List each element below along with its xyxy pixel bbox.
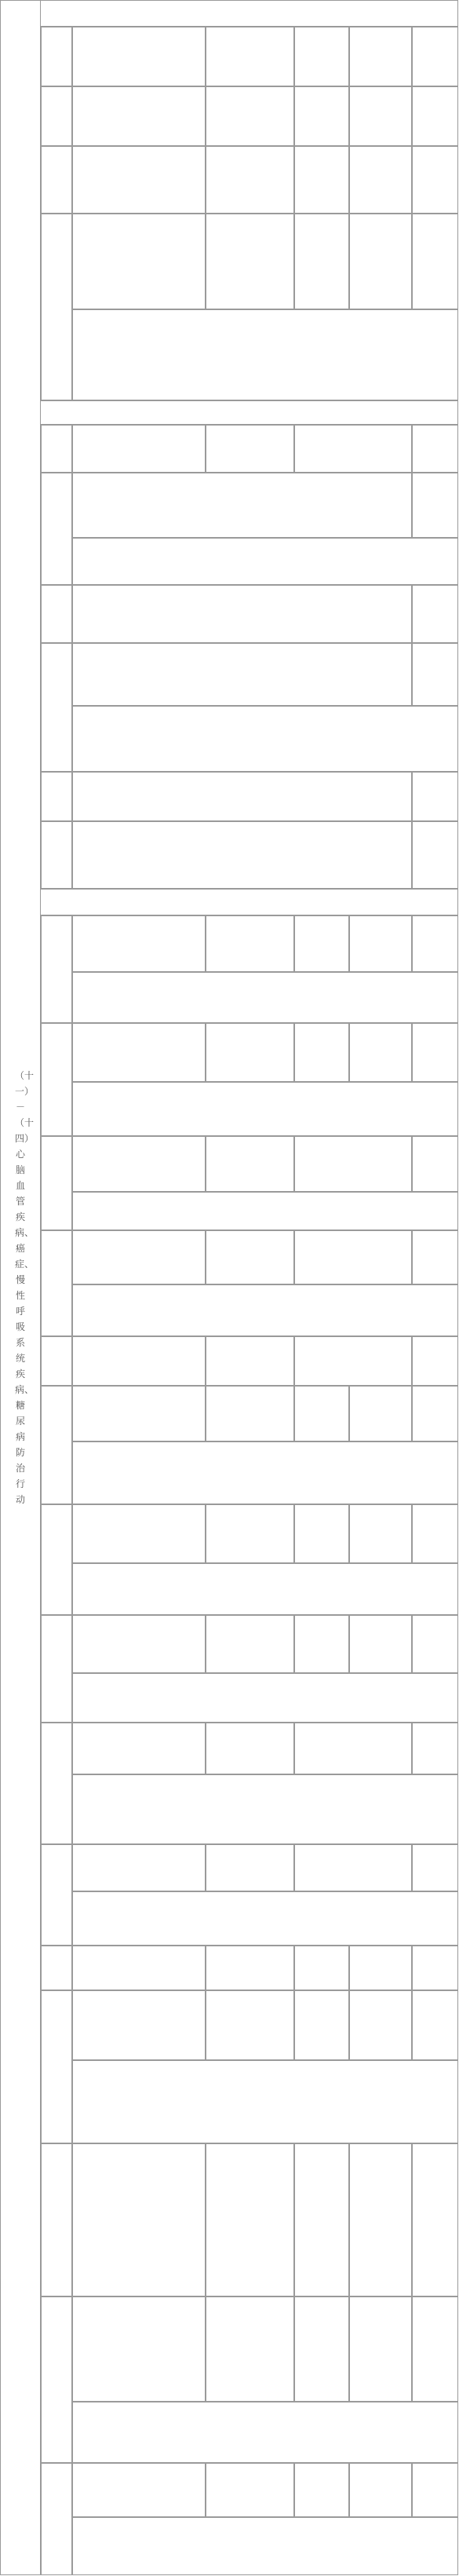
indicator-name: [72, 214, 206, 309]
indicator-name: [72, 1386, 206, 1441]
baseline-value: [206, 1723, 294, 1774]
indicator-name: [72, 1844, 206, 1891]
target-2022: [294, 214, 349, 309]
baseline-value: [206, 27, 294, 86]
target-2022: [294, 1615, 349, 1673]
indicator-note: [72, 1673, 458, 1723]
target-2030: [349, 2143, 412, 2296]
indicator-name: [72, 146, 206, 214]
baseline-value: [206, 86, 294, 146]
indicator-type: [412, 1230, 458, 1284]
indicator-type: [412, 473, 458, 538]
target-2030: [349, 1990, 412, 2060]
indicator-type: [412, 1990, 458, 2060]
indicator-name: [72, 1023, 206, 1082]
indicator-note: [72, 1192, 458, 1230]
indicator-type: [412, 1723, 458, 1774]
row-number: [41, 1990, 72, 2143]
row-number: [41, 821, 72, 889]
indicator-note: [72, 1563, 458, 1615]
target-2022: [294, 1946, 349, 1990]
indicator-note: [72, 1284, 458, 1336]
baseline-value: [206, 1386, 294, 1441]
target-2022: [294, 2296, 349, 2402]
target-2030: [349, 1946, 412, 1990]
target-2022-2030: [294, 425, 412, 473]
baseline-value: [206, 1844, 294, 1891]
indicator-note: [72, 1441, 458, 1504]
target-2022: [294, 1023, 349, 1082]
row-number: [41, 27, 72, 86]
row-number: [41, 425, 72, 473]
row-number: [41, 1023, 72, 1136]
row-number: [41, 473, 72, 585]
row-number: [41, 772, 72, 821]
indicator-name: [72, 86, 206, 146]
indicator-note: [72, 1891, 458, 1946]
indicator-note: [72, 538, 458, 585]
indicator-type: [412, 1615, 458, 1673]
target-2022: [294, 2143, 349, 2296]
row-number: [41, 2143, 72, 2296]
row-number: [41, 585, 72, 643]
indicator-note: [72, 972, 458, 1023]
row-number: [41, 1504, 72, 1615]
row-number: [41, 1946, 72, 1990]
indicator-type: [412, 821, 458, 889]
indicator-type: [412, 643, 458, 706]
indicator-type: [412, 27, 458, 86]
target-2030: [349, 27, 412, 86]
indicator-type: [412, 1023, 458, 1082]
indicator-type: [412, 86, 458, 146]
target-2030: [349, 915, 412, 972]
row-number: [41, 1386, 72, 1504]
target-2022: [294, 146, 349, 214]
baseline-value: [206, 2143, 294, 2296]
baseline-value: [206, 1615, 294, 1673]
target-2030: [349, 146, 412, 214]
baseline-value: [206, 1990, 294, 2060]
indicator-type: [412, 2463, 458, 2517]
row-number: [41, 146, 72, 214]
indicator-note: [72, 2060, 458, 2143]
indicator-note: [72, 309, 458, 400]
indicator-note: [72, 1082, 458, 1136]
target-2030: [349, 1615, 412, 1673]
target-2022: [294, 1386, 349, 1441]
row-number: [41, 915, 72, 1023]
category-label-text: （十一）－（十四）心脑血管疾病、癌症、慢性呼吸系统疾病、糖尿病防治行动: [15, 1070, 35, 1505]
indicator-name: [72, 27, 206, 86]
baseline-value: [206, 915, 294, 972]
indicator-note: [72, 2517, 458, 2575]
indicator-name: [72, 1336, 206, 1386]
indicator-name: [72, 473, 412, 538]
indicator-type: [412, 214, 458, 309]
row-number: [41, 1230, 72, 1336]
indicator-name: [72, 2143, 206, 2296]
indicator-name: [72, 1990, 206, 2060]
indicator-name: [72, 425, 206, 473]
indicator-type: [412, 585, 458, 643]
row-number: [41, 1844, 72, 1946]
target-2030: [349, 1023, 412, 1082]
indicator-name: [72, 1723, 206, 1774]
target-2022-2030: [294, 1723, 412, 1774]
indicator-type: [412, 1386, 458, 1441]
baseline-value: [206, 1230, 294, 1284]
target-2022-2030: [294, 1336, 412, 1386]
indicator-name: [72, 821, 412, 889]
baseline-value: [206, 146, 294, 214]
indicator-name: [72, 1946, 206, 1990]
indicator-name: [72, 1615, 206, 1673]
indicator-type: [412, 146, 458, 214]
target-2030: [349, 2296, 412, 2402]
section-title: [41, 0, 458, 27]
indicator-name: [72, 643, 412, 706]
row-number: [41, 214, 72, 400]
target-2022: [294, 1990, 349, 2060]
baseline-value: [206, 2463, 294, 2517]
indicator-note: [72, 2402, 458, 2463]
indicator-name: [72, 2463, 206, 2517]
target-2022-2030: [294, 1844, 412, 1891]
row-number: [41, 1615, 72, 1723]
baseline-value: [206, 425, 294, 473]
target-2022-2030: [294, 1136, 412, 1192]
target-2022: [294, 1504, 349, 1563]
indicator-note: [72, 1774, 458, 1844]
target-2022: [294, 86, 349, 146]
baseline-value: [206, 1136, 294, 1192]
indicator-type: [412, 1136, 458, 1192]
baseline-value: [206, 1336, 294, 1386]
section-title: [41, 889, 458, 915]
target-2030: [349, 214, 412, 309]
row-number: [41, 1336, 72, 1386]
target-2030: [349, 1386, 412, 1441]
indicator-type: [412, 2143, 458, 2296]
target-2022: [294, 27, 349, 86]
target-2022: [294, 2463, 349, 2517]
baseline-value: [206, 1946, 294, 1990]
target-2022-2030: [294, 1230, 412, 1284]
row-number: [41, 643, 72, 772]
target-2030: [349, 1504, 412, 1563]
row-number: [41, 2463, 72, 2575]
row-number: [41, 1723, 72, 1844]
indicator-type: [412, 1336, 458, 1386]
indicator-type: [412, 1504, 458, 1563]
target-2022: [294, 915, 349, 972]
row-number: [41, 1136, 72, 1230]
target-2030: [349, 2463, 412, 2517]
row-number: [41, 2296, 72, 2463]
section-title: [41, 400, 458, 425]
row-number: [41, 86, 72, 146]
indicator-name: [72, 1230, 206, 1284]
indicator-type: [412, 1844, 458, 1891]
indicator-name: [72, 2296, 206, 2402]
indicator-name: [72, 585, 412, 643]
baseline-value: [206, 2296, 294, 2402]
category-label: [0, 0, 41, 2575]
indicator-type: [412, 1946, 458, 1990]
baseline-value: [206, 1504, 294, 1563]
indicator-name: [72, 1136, 206, 1192]
indicator-type: [412, 425, 458, 473]
indicator-note: [72, 706, 458, 772]
target-2030: [349, 86, 412, 146]
indicator-type: [412, 772, 458, 821]
indicator-name: [72, 1504, 206, 1563]
indicator-type: [412, 915, 458, 972]
baseline-value: [206, 1023, 294, 1082]
indicator-type: [412, 2296, 458, 2402]
indicator-name: [72, 915, 206, 972]
indicator-name: [72, 772, 412, 821]
baseline-value: [206, 214, 294, 309]
